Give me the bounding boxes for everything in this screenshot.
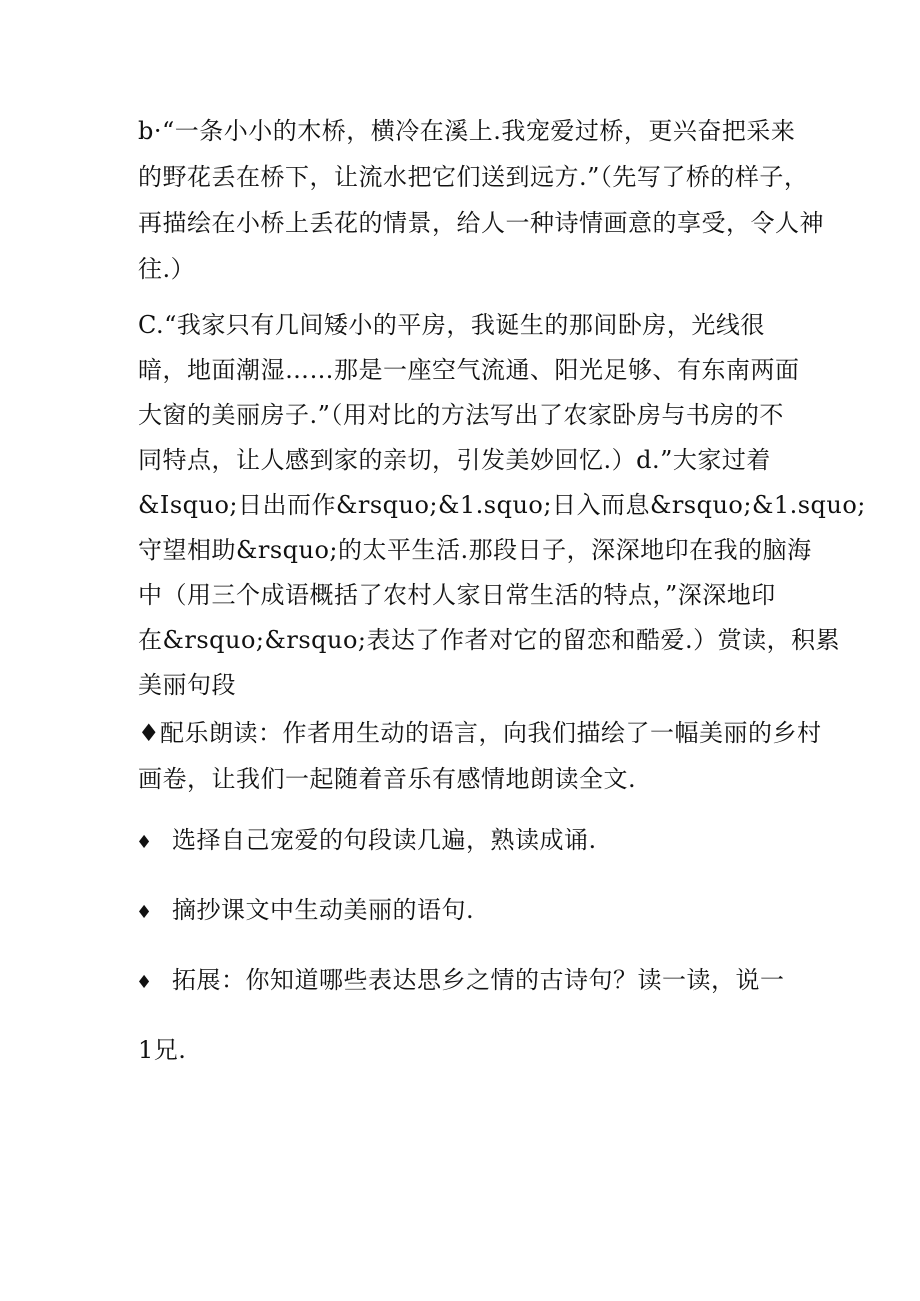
paragraph-b-line-4: 往.）	[138, 255, 196, 283]
bullet-item-1	[136, 825, 796, 858]
diamond-bullet-icon: ♦	[136, 972, 153, 993]
paragraph-c-line-1: C.“我家只有几间矮小的平房，我诞生的那间卧房，光线很	[138, 311, 765, 339]
paragraph-c-line-3: 大窗的美丽房子.”（用对比的方法写出了农家卧房与书房的不	[138, 401, 784, 429]
bullet-item-text: 选择自己宠爱的句段读几遍，熟读成诵.	[172, 826, 597, 854]
diamond-bullet-icon: ♦	[136, 832, 153, 853]
paragraph-b-line-1: b·“一条小小的木桥，横冷在溪上.我宠爱过桥，更兴奋把采来	[138, 117, 796, 145]
paragraph-c-line-6: 守望相助&rsquo;的太平生活.那段日子，深深地印在我的脑海	[138, 536, 812, 564]
reading-paragraph-line-2: 画卷，让我们一起随着音乐有感情地朗读全文.	[138, 765, 637, 793]
bullet-item-text: 摘抄课文中生动美丽的语句.	[172, 896, 475, 924]
diamond-bullet-icon: ♦	[136, 902, 153, 923]
paragraph-c-line-8: 在&rsquo;&rsquo;表达了作者对它的留恋和酷爱.）赏读，积累	[138, 626, 841, 654]
bullet-item-text: 拓展：你知道哪些表达思乡之情的古诗句？读一读，说一	[172, 966, 785, 994]
paragraph-b-line-3: 再描绘在小桥上丢花的情景，给人一种诗情画意的享受，令人神	[138, 209, 824, 237]
paragraph-c-line-5: &Isquo;日出而作&rsquo;&1.squo;日入而息&rsquo;&1.squo;	[138, 491, 866, 519]
paragraph-c-line-9: 美丽句段	[138, 671, 236, 699]
paragraph-c-line-7: 中（用三个成语概括了农村人家日常生活的特点，”深深地印	[138, 581, 776, 609]
paragraph-b-line-2: 的野花丢在桥下，让流水把它们送到远方.”（先写了桥的样子，	[138, 163, 809, 191]
paragraph-c-line-4: 同特点，让人感到家的亲切，引发美妙回忆.）d.”大家过着	[138, 446, 771, 474]
closing-line: 1兄.	[138, 1036, 187, 1064]
reading-paragraph-line-1: ♦配乐朗读：作者用生动的语言，向我们描绘了一幅美丽的乡村	[138, 719, 822, 747]
bullet-item-2	[136, 895, 796, 928]
bullet-item-3	[136, 965, 796, 998]
paragraph-c-line-2: 暗，地面潮湿……那是一座空气流通、阳光足够、有东南两面	[138, 356, 800, 384]
